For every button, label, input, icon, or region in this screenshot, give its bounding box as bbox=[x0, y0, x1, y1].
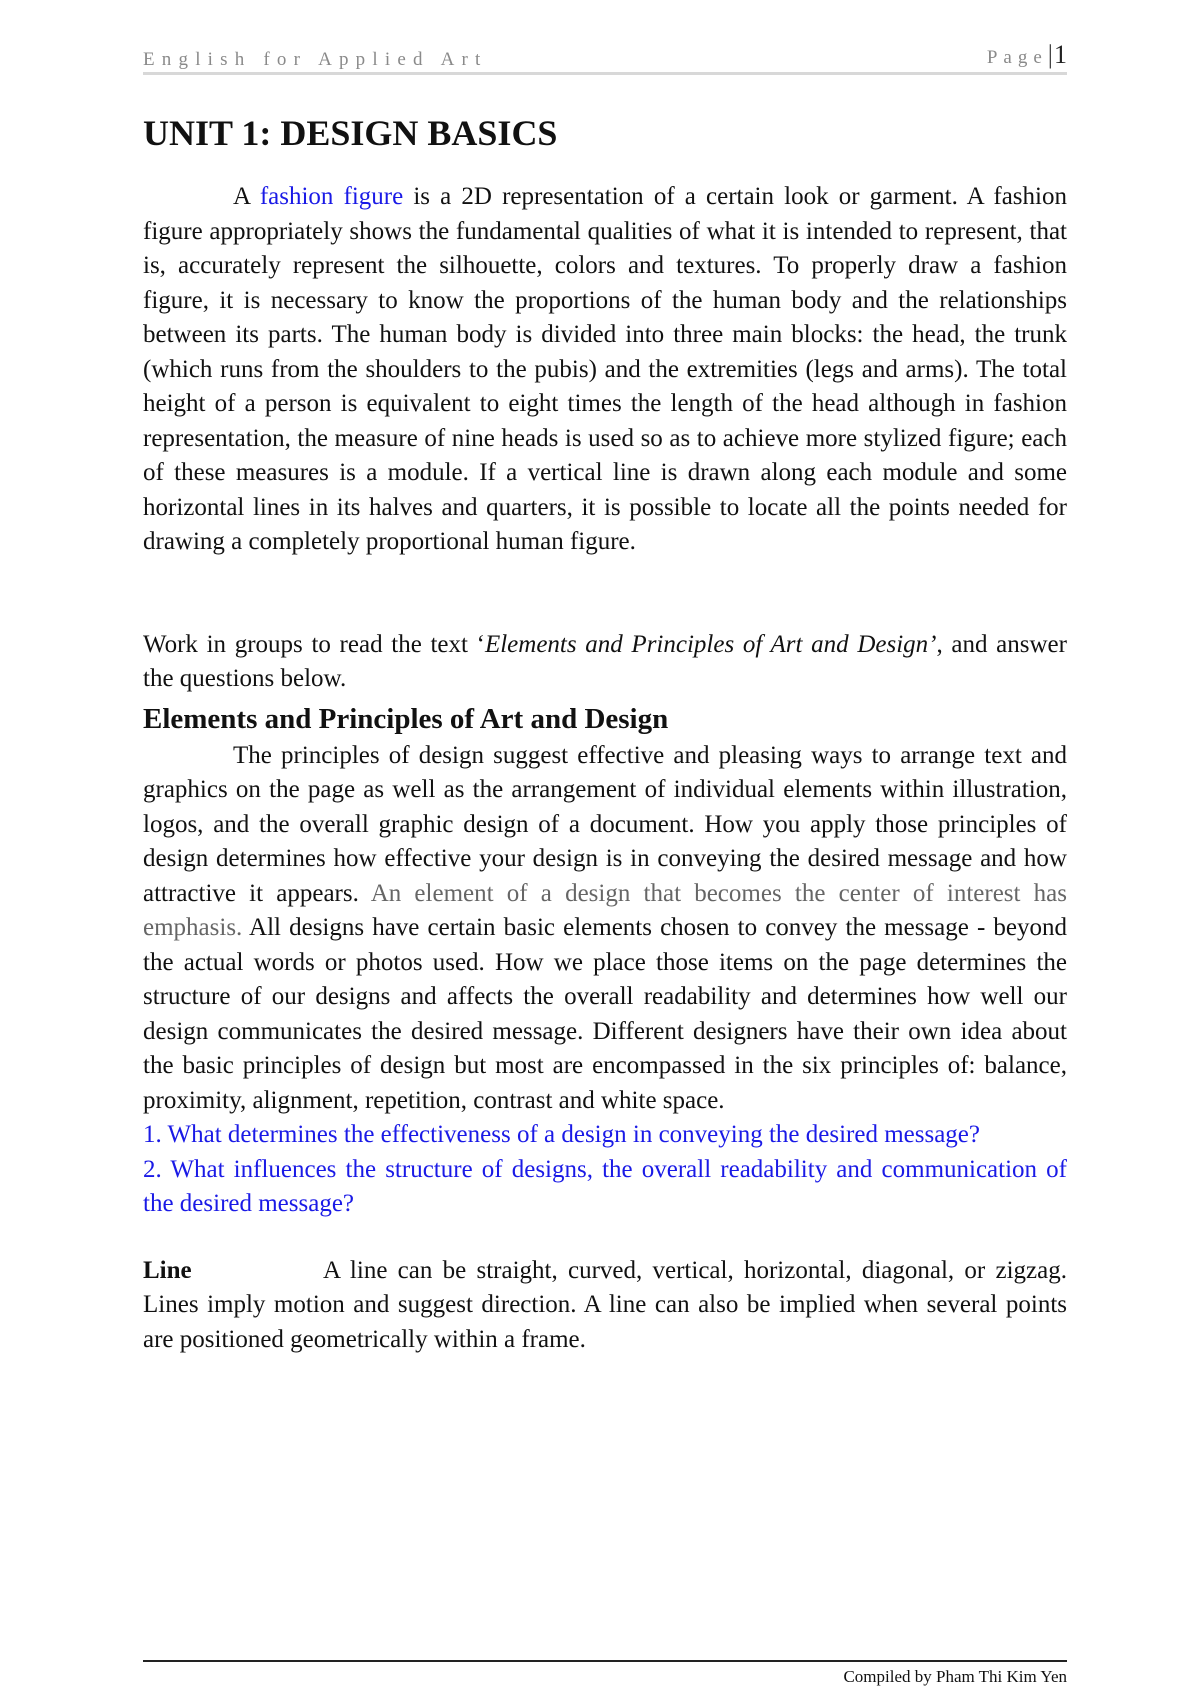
page-header bbox=[143, 40, 1067, 70]
unit-title: UNIT 1: DESIGN BASICS bbox=[143, 113, 558, 153]
section-title: Elements and Principles of Art and Design bbox=[143, 702, 669, 735]
footer-rule bbox=[143, 1660, 1067, 1662]
intro-paragraph bbox=[143, 180, 1067, 560]
emphasis-sentence: An element of a design that becomes the center of interest has emphasis. bbox=[143, 879, 1067, 941]
task-suffix: , and answer the questions below. bbox=[143, 630, 1067, 692]
footer-credit: Compiled by Pham Thi Kim Yen bbox=[843, 1667, 1067, 1686]
principles-paragraph bbox=[143, 739, 1067, 1119]
task-instruction bbox=[143, 628, 1067, 697]
question-2: 2. What influences the structure of designs, the overall readability and communication of the desired message? bbox=[143, 1155, 1067, 1217]
line-text: A line can be straight, curved, vertical, horizontal, diagonal, or zigzag. Lines imply motion and suggest direction. A line can also be implied when several points are positioned geometrically within a frame. bbox=[143, 1256, 1067, 1353]
line-paragraph bbox=[143, 1254, 1067, 1358]
spacer bbox=[143, 560, 1067, 628]
line-term: Line bbox=[143, 1256, 192, 1284]
principles-text-2: All designs have certain basic elements chosen to convey the message - beyond the actual words or photos used. How we place those items on the page determines the structure of our designs and affects the overall readability and determines how well our design communicates the desired message. Different designers have their own idea about the basic principles of design but most are encompassed in the six principles of: balance, proximity, alignment, repetition, contrast and white space. bbox=[143, 914, 1067, 1114]
page-content bbox=[143, 100, 1067, 1357]
header-page-number: 1 bbox=[1054, 40, 1067, 69]
intro-prefix: A bbox=[233, 183, 260, 210]
header-title: English for Applied Art bbox=[143, 49, 488, 70]
fashion-figure-link[interactable]: fashion figure bbox=[259, 183, 404, 210]
task-text-title: Elements and Principles of Art and Design’ bbox=[484, 630, 937, 658]
header-separator: | bbox=[1047, 40, 1053, 69]
question-1: 1. What determines the effectiveness of a design in conveying the desired message? bbox=[143, 1121, 980, 1148]
spacer bbox=[143, 1222, 1067, 1254]
task-prefix: Work in groups to read the text ‘ bbox=[143, 630, 485, 658]
header-page-label: Page bbox=[986, 47, 1048, 68]
header-rule bbox=[143, 72, 1067, 75]
intro-text: is a 2D representation of a certain look or garment. A fashion figure appropriately shows the fundamental qualities of what it is intended to represent, that is, accurately represent the silhouette, colors and textures. To properly draw a fashion figure, it is necessary to know the proportions of the human body and the relationships between its parts. The human body is divided into three main blocks: the head, the trunk (which runs from the shoulders to the pubis) and the extremities (legs and arms). The total height of a person is equivalent to eight times the length of the head although in fashion representation, the measure of nine heads is used so as to achieve more stylized figure; each of these measures is a module. If a vertical line is drawn along each module and some horizontal lines in its halves and quarters, it is possible to locate all the points needed for drawing a completely proportional human figure. bbox=[143, 183, 1067, 555]
header-page-indicator bbox=[987, 40, 1067, 70]
principles-text-1: The principles of design suggest effective and pleasing ways to arrange text and graphics on the page as well as the arrangement of individual elements within illustration, logos, and the overall graphic design of a document. How you apply those principles of design determines how effective your design is in conveying the desired message and how attractive it appears. bbox=[143, 741, 1067, 907]
